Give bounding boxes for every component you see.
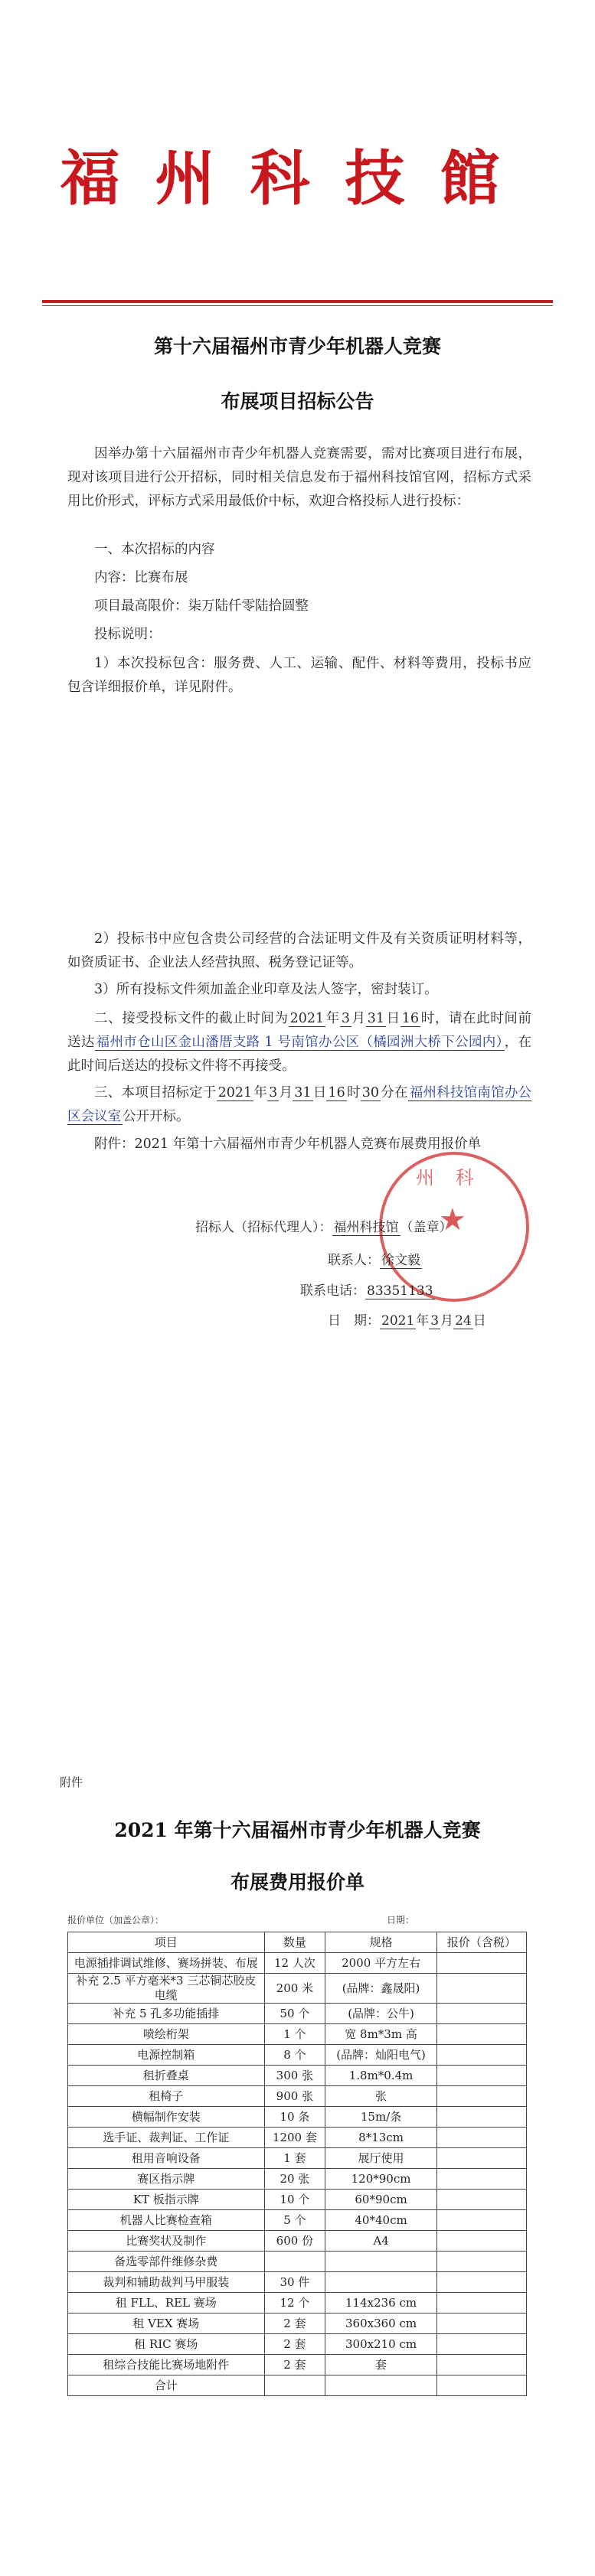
opening-year: 2021 <box>217 1085 253 1101</box>
unit-day: 日 <box>386 1011 400 1026</box>
cell-spec: 展厅使用 <box>325 2148 437 2169</box>
delivery-address: 福州市仓山区金山潘厝支路 1 号南馆办公区（橘园洲大桥下公园内） <box>96 1035 503 1050</box>
cell-quantity: 300 张 <box>264 2066 325 2086</box>
cell-spec: 2000 平方左右 <box>325 1953 437 1974</box>
table-row <box>68 2004 527 2024</box>
table-row <box>68 2252 527 2272</box>
cell-item: 机器人比赛检查箱 <box>68 2210 265 2231</box>
notice-intro: 因举办第十六届福州市青少年机器人竞赛需要，需对比赛项目进行布展，现对该项目进行公开招标，同时相关信息发布于福州科技馆官网，招标方式采用比价形式，评标方式采用最低价中标，欢迎合格投标人进行投标： <box>67 446 531 509</box>
cell-quantity: 1 套 <box>264 2148 325 2169</box>
table-row <box>68 2210 527 2231</box>
cell-spec: 120*90cm <box>325 2169 437 2190</box>
cell-item: 裁判和辅助裁判马甲服装 <box>68 2272 265 2293</box>
cell-spec: 1.8m*0.4m <box>325 2066 437 2086</box>
unit-month: 月 <box>279 1085 293 1101</box>
cell-spec: 张 <box>325 2086 437 2107</box>
cell-quantity: 12 个 <box>264 2293 325 2314</box>
deadline-month: 3 <box>341 1011 351 1026</box>
cell-quantity: 1 个 <box>264 2024 325 2045</box>
cell-quantity: 900 张 <box>264 2086 325 2107</box>
cell-quantity: 1200 套 <box>264 2128 325 2148</box>
table-row <box>68 2169 527 2190</box>
bid-note-2: 2）投标书中应包含贵公司经营的合法证明文件及有关资质证明材料等，如资质证书、企业法人经营执照、税务登记证等。 <box>67 931 531 970</box>
bidder-seal: （盖章） <box>400 1220 453 1235</box>
opening-prefix: 三、本项目招标定于 <box>94 1085 217 1101</box>
unit-year: 年 <box>253 1085 268 1101</box>
table-row <box>68 2334 527 2355</box>
cell-item: 租椅子 <box>68 2086 265 2107</box>
cell-item: 补充 2.5 平方毫米*3 三芯铜芯胶皮电缆 <box>68 1974 265 2004</box>
column-header-spec: 规格 <box>325 1932 437 1953</box>
cell-price <box>436 2272 526 2293</box>
cell-price <box>436 2210 526 2231</box>
cell-quantity: 20 张 <box>264 2169 325 2190</box>
cell-price <box>436 1953 526 1974</box>
bid-note-3: 3）所有投标文件须加盖企业印章及法人签字，密封装订。 <box>94 982 438 997</box>
cell-quantity: 600 份 <box>264 2231 325 2252</box>
quote-unit-label: 报价单位（加盖公章）： <box>67 1915 165 1925</box>
cell-spec <box>325 2272 437 2293</box>
cell-quantity: 200 米 <box>264 1974 325 2004</box>
appendix-title-line2: 布展费用报价单 <box>230 1871 365 1893</box>
deadline-hour: 16 <box>401 1011 420 1026</box>
contact-label: 联系人： <box>328 1253 380 1268</box>
cell-price <box>436 2086 526 2107</box>
cell-price <box>436 2045 526 2066</box>
bid-note-1: 1）本次投标包含：服务费、人工、运输、配件、材料等费用，投标书应包含详细报价单，详见附件。 <box>67 656 531 695</box>
fee-quotation-table <box>67 1932 527 2396</box>
table-row <box>68 2045 527 2066</box>
column-header-quantity: 数量 <box>264 1932 325 1953</box>
section-2-deadline: 二、接受投标文件的截止时间为 2021 年 3 月 31 日 16 时，请在此时间前送达 福州市仓山区金山潘厝支路 1 号南馆办公区（橘园洲大桥下公园内） ，在此时间后送达的投标文件将不再接受。 <box>67 1011 532 1074</box>
table-row <box>68 2293 527 2314</box>
cell-spec: A4 <box>325 2231 437 2252</box>
cell-item: 租综合技能比赛场地附件 <box>68 2355 265 2375</box>
table-row <box>68 2148 527 2169</box>
cell-spec: 60*90cm <box>325 2190 437 2210</box>
quote-date-label: 日期： <box>387 1915 415 1925</box>
cell-spec: 套 <box>325 2355 437 2375</box>
unit-in: 在 <box>394 1085 408 1101</box>
unit-hour: 时 <box>346 1085 361 1101</box>
cell-price <box>436 2231 526 2252</box>
cell-quantity: 5 个 <box>264 2210 325 2231</box>
cell-price <box>436 2314 526 2334</box>
cell-spec: 360x360 cm <box>325 2314 437 2334</box>
table-row <box>68 1953 527 1974</box>
section-3-opening <box>67 1081 531 1129</box>
cell-item: 赛区指示牌 <box>68 2169 265 2190</box>
cell-item: 合计 <box>68 2375 265 2396</box>
phone-number: 83351133 <box>367 1283 433 1299</box>
section-1-heading: 一、本次招标的内容 <box>94 542 215 557</box>
table-row <box>68 1974 527 2004</box>
appendix-label: 附件 <box>60 1775 83 1789</box>
unit-month: 月 <box>351 1011 366 1026</box>
cell-quantity: 50 个 <box>264 2004 325 2024</box>
cell-quantity: 12 人次 <box>264 1953 325 1974</box>
cell-price <box>436 2355 526 2375</box>
cell-price <box>436 1974 526 2004</box>
cell-item: 租 VEX 赛场 <box>68 2314 265 2334</box>
cell-item: KT 板指示牌 <box>68 2190 265 2210</box>
cell-item: 电源控制箱 <box>68 2045 265 2066</box>
cell-item: 租用音响设备 <box>68 2148 265 2169</box>
unit-month: 月 <box>440 1313 454 1329</box>
max-price: 项目最高限价：柒万陆仟零陆拾圆整 <box>94 598 309 614</box>
cell-spec: 宽 8m*3m 高 <box>325 2024 437 2045</box>
letterhead-logo: 福州科技館 <box>60 144 535 214</box>
unit-day: 日 <box>472 1313 486 1329</box>
date-month: 3 <box>430 1313 440 1329</box>
cell-item: 租折叠桌 <box>68 2066 265 2086</box>
place-prefix: 请在此时间前送达 <box>67 1011 532 1050</box>
cell-quantity: 10 条 <box>264 2107 325 2128</box>
cell-item: 租 FLL、REL 赛场 <box>68 2293 265 2314</box>
bidder-name: 福州科技馆 <box>333 1220 399 1235</box>
table-row <box>68 2128 527 2148</box>
unit-hour: 时 <box>420 1011 435 1026</box>
bid-notes-label: 投标说明： <box>94 627 162 642</box>
seal-star-icon: ★ <box>439 1202 466 1237</box>
cell-price <box>436 2334 526 2355</box>
cell-price <box>436 2252 526 2272</box>
notice-title-line1: 第十六届福州市青少年机器人竞赛 <box>153 335 441 357</box>
cell-spec: (品牌：公牛) <box>325 2004 437 2024</box>
table-row <box>68 2024 527 2045</box>
column-header-item: 项目 <box>68 1932 265 1953</box>
table-row <box>68 2355 527 2375</box>
cell-price <box>436 2004 526 2024</box>
deadline-prefix: 二、接受投标文件的截止时间为 <box>94 1011 289 1026</box>
bidder-label: 招标人（招标代理人）： <box>195 1220 332 1235</box>
table-row <box>68 2375 527 2396</box>
cell-spec: 15m/条 <box>325 2107 437 2128</box>
cell-quantity: 10 个 <box>264 2190 325 2210</box>
cell-spec <box>325 2252 437 2272</box>
cell-item: 补充 5 孔多功能插排 <box>68 2004 265 2024</box>
cell-spec: 40*40cm <box>325 2210 437 2231</box>
cell-price <box>436 2148 526 2169</box>
cell-quantity: 2 套 <box>264 2334 325 2355</box>
appendix-title-line1: 2021 年第十六届福州市青少年机器人竞赛 <box>114 1819 481 1841</box>
unit-year: 年 <box>416 1313 430 1329</box>
cell-item: 电源插排调试维修、赛场拼装、布展 <box>68 1953 265 1974</box>
contact-line <box>328 1249 422 1268</box>
date-line <box>328 1309 486 1329</box>
cell-item: 比赛奖状及制作 <box>68 2231 265 2252</box>
column-header-price: 报价（含税） <box>436 1932 526 1953</box>
cell-quantity: 2 套 <box>264 2314 325 2334</box>
cell-spec: (品牌：灿阳电气) <box>325 2045 437 2066</box>
tender-content: 内容：比赛布展 <box>94 570 188 585</box>
table-row <box>68 2231 527 2252</box>
opening-minute: 30 <box>361 1085 379 1101</box>
opening-place: 福州科技馆南馆办公区会议室 <box>67 1085 532 1124</box>
cell-spec: 114x236 cm <box>325 2293 437 2314</box>
cell-spec: 8*13cm <box>325 2128 437 2148</box>
cell-quantity: 30 件 <box>264 2272 325 2293</box>
cell-price <box>436 2066 526 2086</box>
place-suffix: ，在此时间后送达的投标文件将不再接受。 <box>67 1035 532 1074</box>
table-row <box>68 2190 527 2210</box>
unit-year: 年 <box>325 1011 340 1026</box>
opening-suffix: 公开开标。 <box>123 1109 190 1124</box>
bidder-line <box>195 1216 453 1235</box>
table-row <box>68 2086 527 2107</box>
phone-line <box>300 1280 435 1299</box>
seal-text: 州 科 <box>416 1167 482 1189</box>
unit-minute: 分 <box>381 1085 394 1101</box>
cell-price <box>436 2024 526 2045</box>
date-day: 24 <box>455 1313 472 1329</box>
deadline-year: 2021 <box>289 1011 325 1026</box>
table-header-row <box>68 1932 527 1953</box>
notice-title-line2: 布展项目招标公告 <box>221 390 374 412</box>
date-year: 2021 <box>381 1313 415 1329</box>
unit-day: 日 <box>312 1085 327 1101</box>
attachment-reference: 附件：2021 年第十六届福州市青少年机器人竞赛布展费用报价单 <box>94 1136 482 1152</box>
cell-item: 横幅制作安装 <box>68 2107 265 2128</box>
date-label: 日 期： <box>328 1313 380 1329</box>
cell-spec <box>325 2375 437 2396</box>
cell-price <box>436 2169 526 2190</box>
cell-price <box>436 2190 526 2210</box>
cell-item: 租 RIC 赛场 <box>68 2334 265 2355</box>
table-row <box>68 2107 527 2128</box>
deadline-day: 31 <box>367 1011 385 1026</box>
cell-price <box>436 2375 526 2396</box>
letterhead-divider <box>42 300 553 303</box>
table-row <box>68 2272 527 2293</box>
contact-name: 徐文毅 <box>381 1253 420 1268</box>
table-row <box>68 2066 527 2086</box>
cell-price <box>436 2293 526 2314</box>
opening-hour: 16 <box>328 1085 345 1101</box>
cell-price <box>436 2107 526 2128</box>
cell-quantity: 2 套 <box>264 2355 325 2375</box>
table-row <box>68 2314 527 2334</box>
opening-month: 3 <box>269 1085 278 1101</box>
cell-price <box>436 2128 526 2148</box>
cell-quantity: 8 个 <box>264 2045 325 2066</box>
cell-quantity <box>264 2252 325 2272</box>
opening-day: 31 <box>294 1085 312 1101</box>
cell-item: 喷绘桁架 <box>68 2024 265 2045</box>
cell-item: 备选零部件维修杂费 <box>68 2252 265 2272</box>
cell-spec: 300x210 cm <box>325 2334 437 2355</box>
letterhead-divider-thin <box>42 305 553 306</box>
phone-label: 联系电话： <box>300 1283 365 1299</box>
cell-spec: (品牌：鑫晟阳) <box>325 1974 437 2004</box>
cell-quantity <box>264 2375 325 2396</box>
cell-item: 选手证、裁判证、工作证 <box>68 2128 265 2148</box>
